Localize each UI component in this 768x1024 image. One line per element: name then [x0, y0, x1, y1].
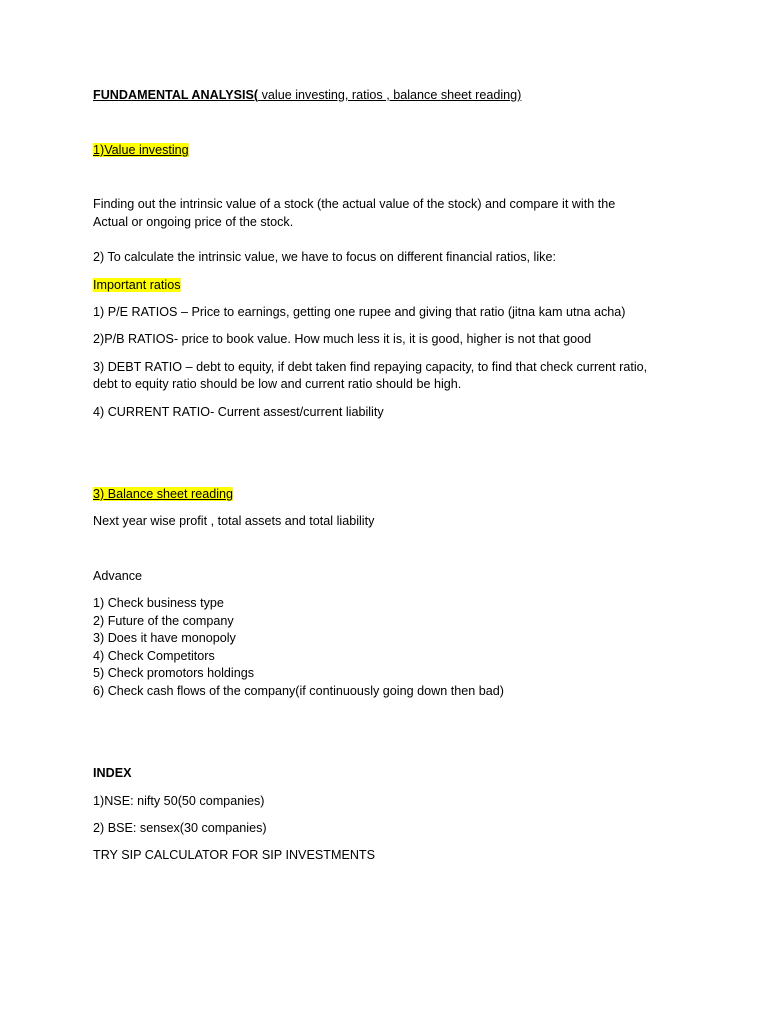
index-title: INDEX	[93, 766, 132, 780]
index-item-nse: 1)NSE: nifty 50(50 companies)	[93, 794, 265, 808]
heading-rest: value investing, ratios , balance sheet reading)	[258, 88, 522, 102]
ratio-pe: 1) P/E RATIOS – Price to earnings, getting one rupee and giving that ratio (jitna kam utna acha)	[93, 305, 626, 319]
intrinsic-paragraph-line-1: Finding out the intrinsic value of a stock (the actual value of the stock) and compare it with the	[93, 197, 616, 211]
advance-item: 3) Does it have monopoly	[93, 631, 236, 645]
sip-note: TRY SIP CALCULATOR FOR SIP INVESTMENTS	[93, 848, 376, 862]
advance-item: 5) Check promotors holdings	[93, 666, 254, 680]
important-ratios-title: Important ratios	[93, 278, 181, 292]
advance-item: 6) Check cash flows of the company(if continuously going down then bad)	[93, 684, 504, 698]
ratio-pb: 2)P/B RATIOS- price to book value. How much less it is, it is good, higher is not that good	[93, 332, 592, 346]
advance-item: 4) Check Competitors	[93, 649, 215, 663]
document-heading	[93, 87, 521, 105]
section-balance-sheet-title: 3) Balance sheet reading	[93, 487, 234, 501]
advance-title: Advance	[93, 569, 143, 583]
index-item-bse: 2) BSE: sensex(30 companies)	[93, 821, 267, 835]
advance-item: 1) Check business type	[93, 596, 224, 610]
ratio-current: 4) CURRENT RATIO- Current assest/current liability	[93, 405, 384, 419]
balance-sheet-line: Next year wise profit , total assets and total liability	[93, 514, 375, 528]
heading-bold: FUNDAMENTAL ANALYSIS(	[93, 88, 259, 102]
ratio-debt-line-1: 3) DEBT RATIO – debt to equity, if debt taken find repaying capacity, to find that check current ratio,	[93, 360, 648, 374]
ratio-debt-line-2: debt to equity ratio should be low and current ratio should be high.	[93, 377, 462, 391]
section-value-investing-title: 1)Value investing	[93, 143, 189, 157]
intrinsic-paragraph-line-2: Actual or ongoing price of the stock.	[93, 215, 294, 229]
calculate-intrinsic-line: 2) To calculate the intrinsic value, we have to focus on different financial ratios, like:	[93, 250, 556, 264]
advance-item: 2) Future of the company	[93, 614, 234, 628]
